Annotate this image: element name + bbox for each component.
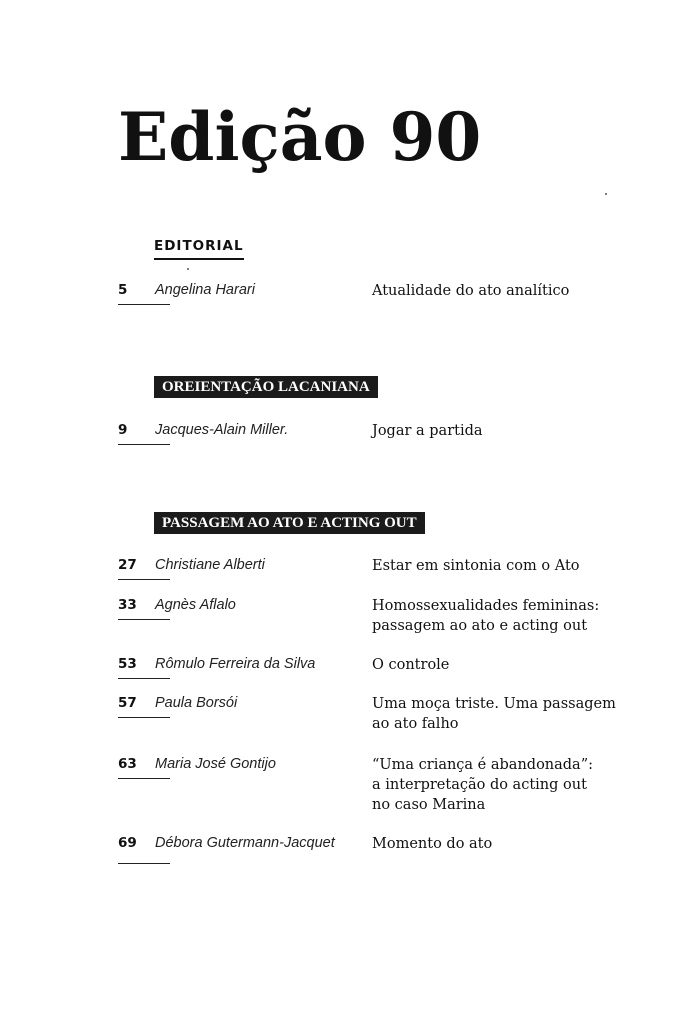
entry-rule (118, 678, 170, 679)
article-title-line: Momento do ato (372, 836, 493, 852)
article-title-line: a interpretação do acting out (372, 777, 587, 793)
section-heading-editorial: EDITORIAL (154, 238, 244, 260)
article-title (372, 655, 632, 675)
article-title (372, 755, 632, 815)
speck-dot (605, 193, 607, 195)
author-name: Christiane Alberti (155, 557, 265, 573)
article-title (372, 556, 632, 576)
author-name: Jacques-Alain Miller. (155, 422, 289, 438)
page-number: 69 (118, 835, 137, 851)
article-title (372, 694, 632, 734)
section-heading-orientacao-lacaniana: OREIENTAÇÃO LACANIANA (154, 376, 378, 398)
page-number: 33 (118, 597, 137, 613)
entry-rule (118, 444, 170, 445)
article-title-line: “Uma criança é abandonada”: (372, 757, 594, 773)
article-title-line: Jogar a partida (372, 423, 483, 439)
article-title (372, 596, 632, 636)
entry-rule (118, 304, 170, 305)
author-name: Maria José Gontijo (155, 756, 276, 772)
page-number: 27 (118, 557, 137, 573)
page-number: 63 (118, 756, 137, 772)
author-name: Angelina Harari (155, 282, 255, 298)
article-title (372, 281, 632, 301)
page-number: 57 (118, 695, 137, 711)
page-title: Edição 90 (118, 98, 482, 176)
article-title-line: no caso Marina (372, 797, 486, 813)
article-title-line: O controle (372, 657, 450, 673)
author-name: Rômulo Ferreira da Silva (155, 656, 316, 672)
article-title-line: Atualidade do ato analítico (372, 283, 570, 299)
author-name: Débora Gutermann-Jacquet (155, 835, 335, 851)
section-heading-passagem-ao-ato: PASSAGEM AO ATO E ACTING OUT (154, 512, 425, 534)
page-number: 5 (118, 282, 128, 298)
article-title (372, 421, 632, 441)
author-name: Paula Borsói (155, 695, 238, 711)
article-title-line: ao ato falho (372, 716, 459, 732)
article-title-line: Homossexualidades femininas: (372, 598, 600, 614)
article-title-line: passagem ao ato e acting out (372, 618, 588, 634)
article-title-line: Estar em sintonia com o Ato (372, 558, 580, 574)
entry-rule (118, 717, 170, 718)
speck-dot (187, 268, 189, 270)
page-number: 53 (118, 656, 137, 672)
entry-rule (118, 863, 170, 864)
entry-rule (118, 619, 170, 620)
page-number: 9 (118, 422, 128, 438)
article-title (372, 834, 632, 854)
author-name: Agnès Aflalo (155, 597, 236, 613)
entry-rule (118, 778, 170, 779)
entry-rule (118, 579, 170, 580)
article-title-line: Uma moça triste. Uma passagem (372, 696, 616, 712)
